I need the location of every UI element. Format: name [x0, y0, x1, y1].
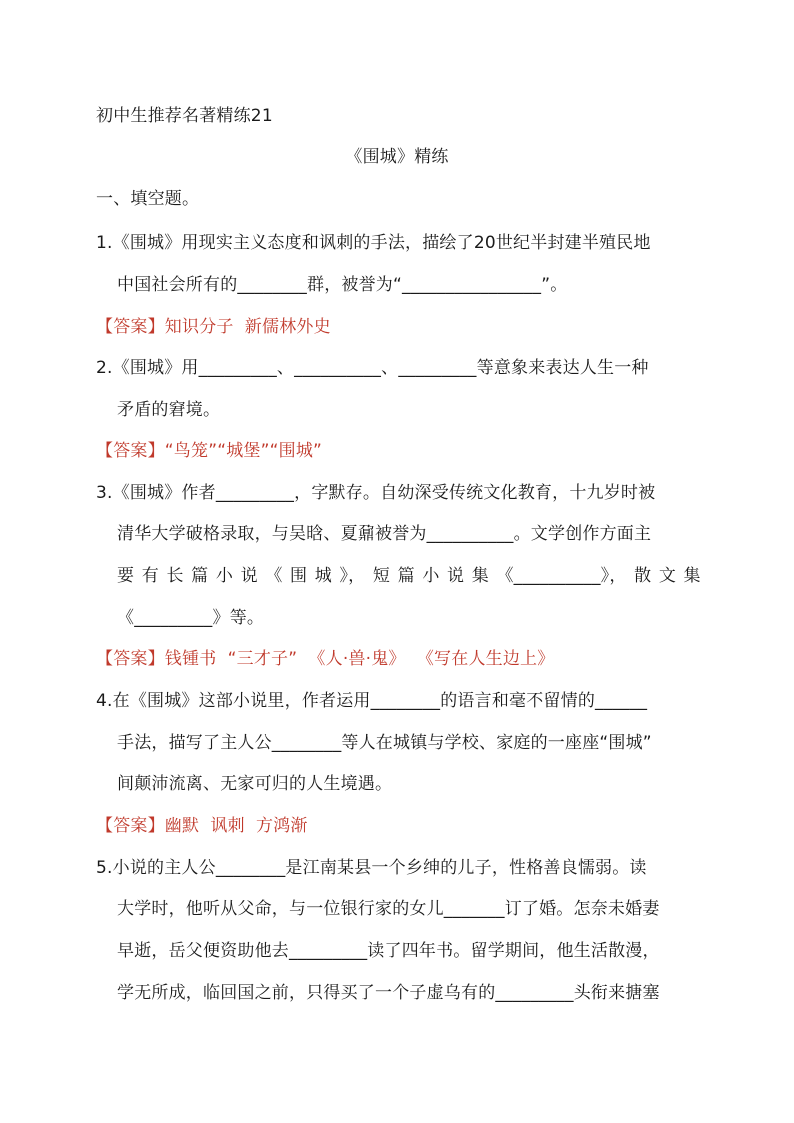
question-4-line-2: 手法，描写了主人公________等人在城镇与学校、家庭的一座座“围城”: [117, 733, 652, 753]
question-2-line-1: 2.《围城》用_________、__________、_________等意象来表达人生一种: [96, 358, 649, 378]
question-5-line-3: 早逝，岳父便资助他去_________读了四年书。留学期间，他生活散漫，: [117, 941, 660, 961]
document-header: 初中生推荐名著精练21: [96, 106, 273, 126]
answer-1: 【答案】知识分子 新儒林外史: [96, 317, 331, 337]
question-3-line-3-segment: 篇: [397, 566, 415, 586]
question-4-line-1: 4.在《围城》这部小说里，作者运用________的语言和毫不留情的______: [96, 691, 648, 711]
question-3-line-3-segment: 小: [422, 566, 440, 586]
answer-2: 【答案】“鸟笼”“城堡”“围城”: [96, 441, 323, 461]
question-3-line-3-segment: 》，: [339, 566, 366, 586]
question-3-line-3-segment: 集: [683, 566, 701, 586]
question-2-line-2: 矛盾的窘境。: [117, 400, 221, 420]
question-3-line-3-segment: 《: [265, 566, 283, 586]
answer-4: 【答案】幽默 讽刺 方鸿渐: [96, 816, 308, 836]
question-3-line-3-segment: 小: [215, 566, 234, 586]
question-3-line-3-segment: 集: [471, 566, 489, 586]
question-3-line-3-segment: 散: [634, 566, 652, 586]
question-3-line-3-segment: 城: [314, 566, 332, 586]
answer-3: 【答案】钱锺书 “三才子” 《人·兽·鬼》 《写在人生边上》: [96, 649, 555, 669]
question-1-line-1: 1.《围城》用现实主义态度和讽刺的手法，描绘了20世纪半封建半殖民地: [96, 233, 651, 253]
question-3-line-1: 3.《围城》作者_________，字默存。自幼深受传统文化教育，十九岁时被: [96, 483, 656, 503]
question-5-line-4: 学无所成，临回国之前，只得买了一个子虚乌有的_________头衔来搪塞: [117, 983, 660, 1003]
question-3-line-3-segment: 围: [290, 566, 308, 586]
question-3-line-3-segment: 说: [240, 566, 258, 586]
document-title: 《围城》精练: [345, 147, 449, 167]
question-3-line-3: [117, 564, 701, 588]
question-5-line-1: 5.小说的主人公________是江南某县一个乡绅的儿子，性格善良懦弱。读: [96, 858, 647, 878]
question-5-line-2: 大学时，他听从父命，与一位银行家的女儿_______订了婚。怎奈未婚妻: [117, 899, 660, 919]
question-4-line-3: 间颠沛流离、无家可归的人生境遇。: [117, 774, 393, 794]
question-3-line-2: 清华大学破格录取，与吴晗、夏鼐被誉为__________。文学创作方面主: [117, 524, 652, 544]
question-3-line-3-segment: 要: [117, 566, 135, 586]
question-3-line-3-segment: 有: [141, 566, 159, 586]
question-3-line-3-segment: 文: [658, 566, 677, 586]
question-3-line-3-segment: 长: [166, 566, 184, 586]
section-heading: 一、填空题。: [96, 189, 200, 209]
question-3-line-3-segment: 《__________》，: [496, 566, 627, 586]
question-3-line-3-segment: 短: [372, 566, 391, 586]
question-3-line-3-segment: 说: [447, 566, 465, 586]
question-1-line-2: 中国社会所有的________群，被誉为“________________”。: [117, 275, 568, 295]
question-3-line-4: 《_________》等。: [117, 608, 265, 628]
question-3-line-3-segment: 篇: [191, 566, 209, 586]
